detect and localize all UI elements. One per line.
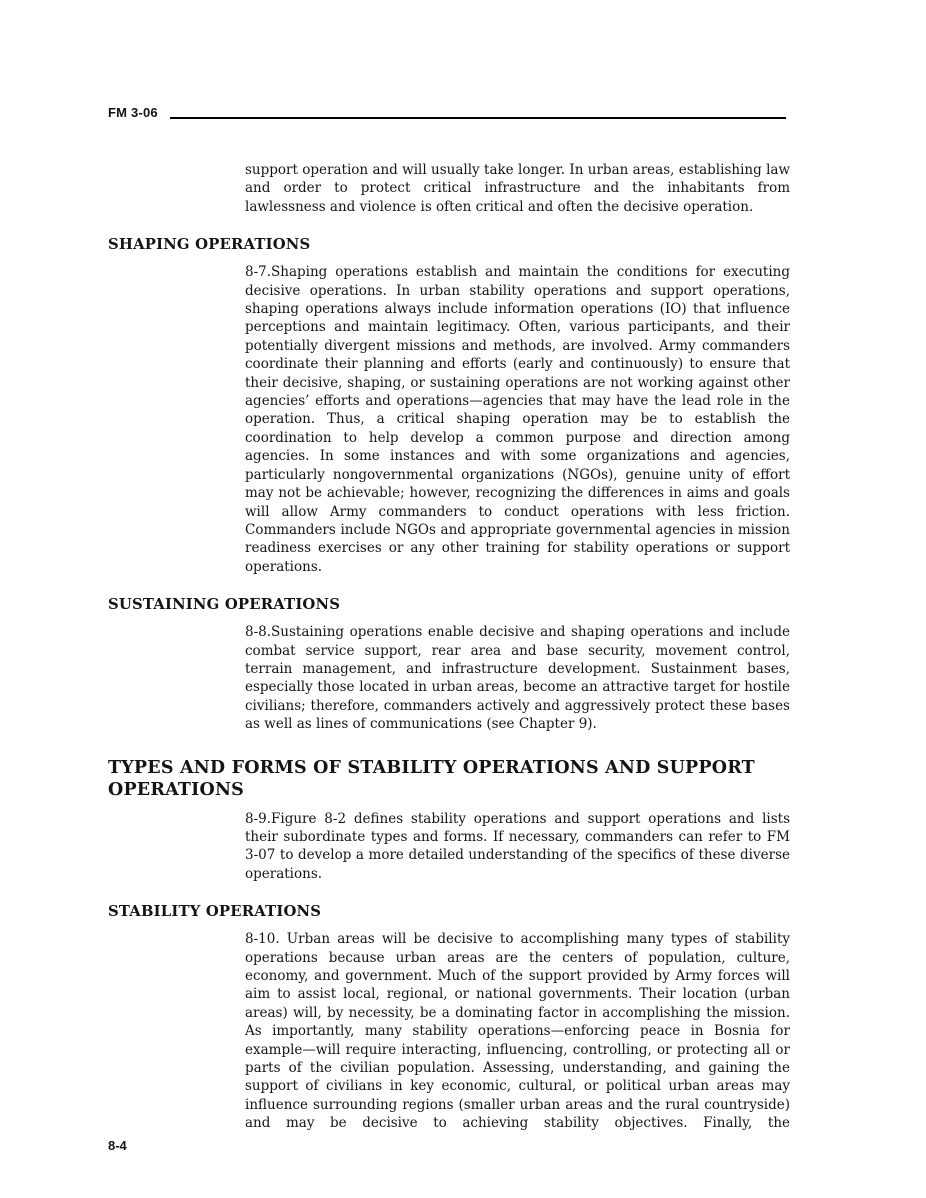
paragraph-8-8: 8-8.Sustaining operations enable decisive and shaping operations and include combat service support, rear area and base security, movement control, terrain management, and infrastructure development. Sustainment bases, especially those located in urban areas, become an attractive target for hostile civilians; therefore, commanders actively and aggressively protect these bases as well as lines of communications (see Chapter 9). [245, 624, 790, 733]
manual-number: FM 3-06 [108, 105, 158, 120]
paragraph-8-9: 8-9.Figure 8-2 defines stability operations and support operations and lists their subordinate types and forms. If necessary, commanders can refer to FM 3-07 to develop a more detailed understanding of the specifics of these diverse operations. [245, 810, 790, 882]
page-body [108, 161, 790, 1133]
page-header [108, 105, 786, 120]
heading-sustaining-operations: SUSTAINING OPERATIONS [108, 596, 341, 614]
heading-stability-operations: STABILITY OPERATIONS [108, 903, 322, 921]
heading-types-and-forms-of-stability-operations: TYPES AND FORMS OF STABILITY OPERATIONS AND SUPPORT OPERATIONS [108, 757, 755, 800]
paragraph-8-10: 8-10. Urban areas will be decisive to accomplishing many types of stability operations because urban areas are the centers of population, culture, economy, and government. Much of the support provided by Army forces will aim to assist local, regional, or national governments. Their location (urban areas) will, by necessity, be a dominating factor in accomplishing the mission. As importantly, many stability operations—enforcing peace in Bosnia for example—will require interacting, influencing, controlling, or protecting all or parts of the civilian population. Assessing, understanding, and gaining the support of civilians in key economic, cultural, or political urban areas may influence surrounding regions (smaller urban areas and the rural countryside) and may be decisive to achieving stability objectives. Finally, the [245, 931, 790, 1132]
paragraph-8-7: 8-7.Shaping operations establish and maintain the conditions for executing decisive operations. In urban stability operations and support operations, shaping operations always include information operations (IO) that influence perceptions and maintain legitimacy. Often, various participants, and their potentially divergent missions and methods, are involved. Army commanders coordinate their planning and efforts (early and continuously) to ensure that their decisive, shaping, or sustaining operations are not working against other agencies’ efforts and operations—agencies that may have the lead role in the operation. Thus, a critical shaping operation may be to establish the coordination to help develop a common purpose and direction among agencies. In some instances and with some organizations and agencies, particularly nongovernmental organizations (NGOs), genuine unity of effort may not be achievable; however, recognizing the differences in aims and goals will allow Army commanders to conduct operations with less friction. Commanders include NGOs and appropriate governmental agencies in mission readiness exercises or any other training for stability operations or support operations. [245, 264, 790, 575]
paragraph-continuation: support operation and will usually take longer. In urban areas, establishing law and order to protect critical infrastructure and the inhabitants from lawlessness and violence is often critical and often the decisive operation. [245, 162, 790, 215]
header-rule [170, 117, 786, 119]
heading-shaping-operations: SHAPING OPERATIONS [108, 236, 311, 254]
page-number: 8-4 [108, 1138, 127, 1153]
